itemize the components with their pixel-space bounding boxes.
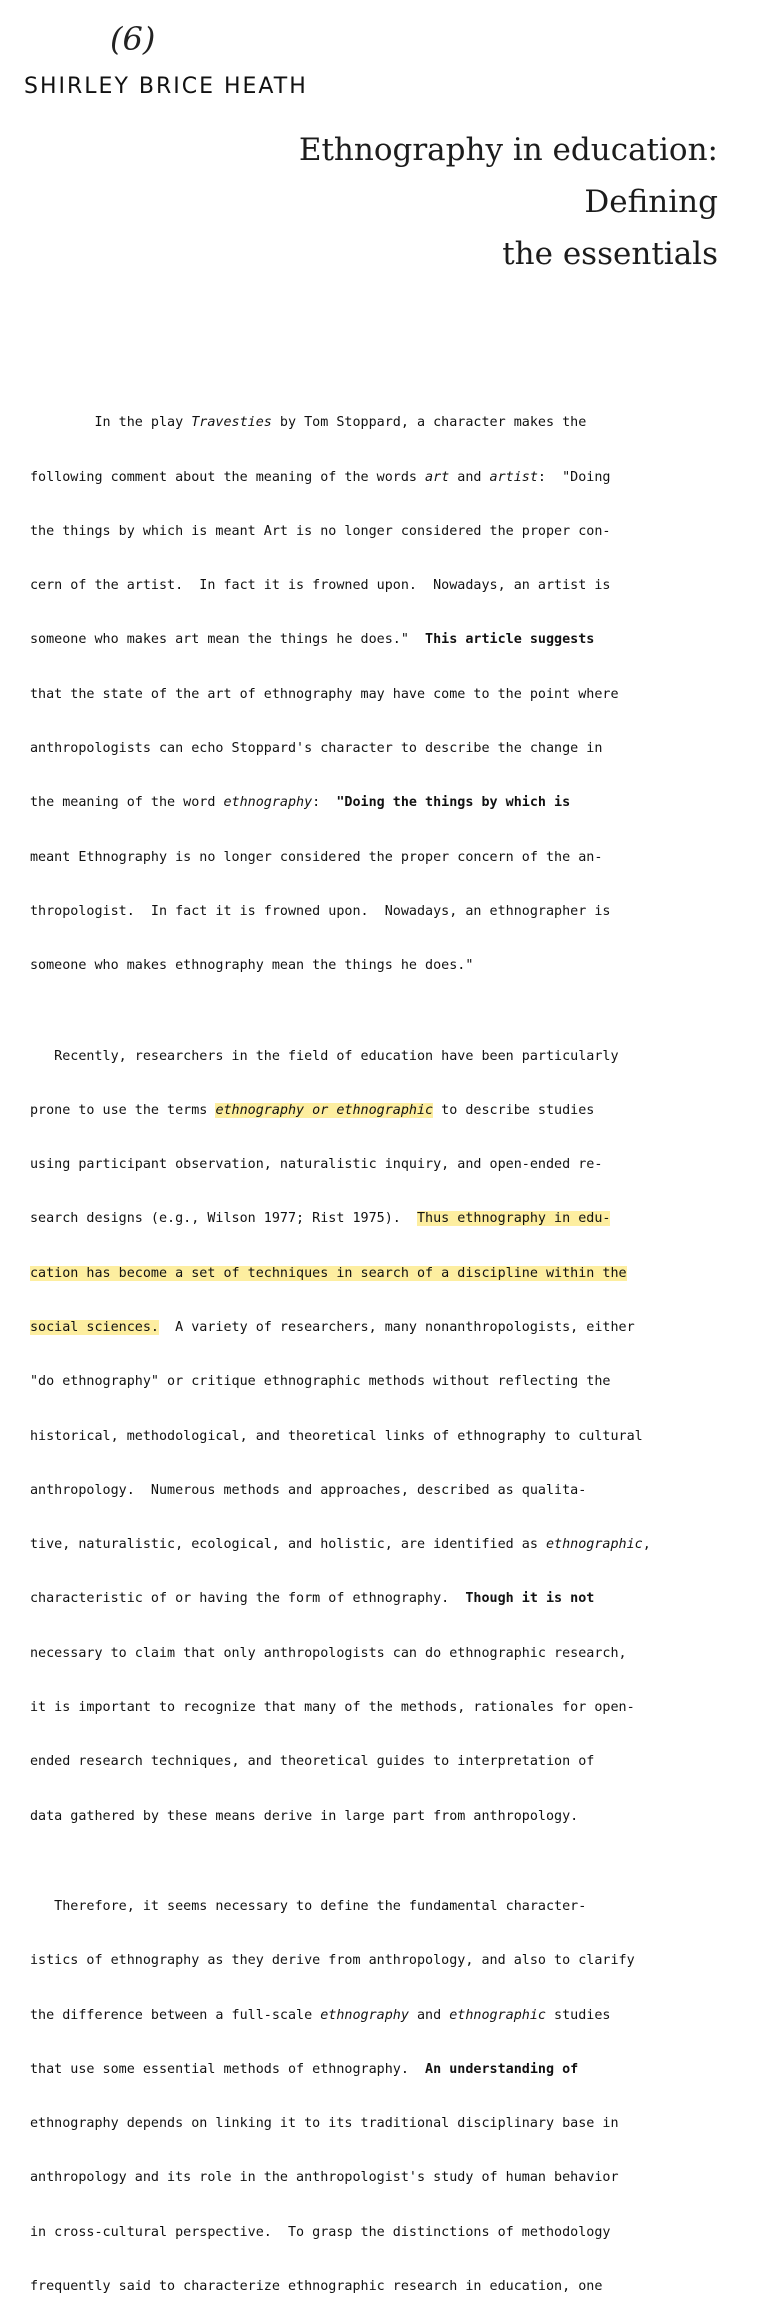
- text-line: Recently, researchers in the field of education have been particularly: [30, 1048, 619, 1064]
- text-line: tive, naturalistic, ecological, and holistic, are identified as ethnographic,: [30, 1537, 651, 1553]
- article-title: [299, 124, 718, 280]
- highlighted-text: cation has become a set of techniques in search of a discipline within the: [30, 1265, 627, 1281]
- text-line: [30, 1265, 720, 1283]
- text-line: anthropologists can echo Stoppard's character to describe the change in: [30, 740, 603, 756]
- text-line: meant Ethnography is no longer considered the proper concern of the an-: [30, 849, 603, 865]
- text-line: Therefore, it seems necessary to define the fundamental character-: [30, 1898, 587, 1914]
- highlighted-text: ethnography or ethnographic: [215, 1102, 434, 1118]
- text-line: using participant observation, naturalistic inquiry, and open-ended re-: [30, 1157, 603, 1173]
- highlighted-text: social sciences.: [30, 1319, 159, 1335]
- text-line: following comment about the meaning of the words art and artist: "Doing: [30, 469, 611, 485]
- title-line-1: Ethnography in education:: [298, 132, 718, 168]
- text-line: anthropology. Numerous methods and approaches, described as qualita-: [30, 1482, 587, 1498]
- text-line: that the state of the art of ethnography may have come to the point where: [30, 686, 619, 702]
- text-line: the meaning of the word ethnography: "Doing the things by which is: [30, 795, 571, 811]
- article-body: [30, 360, 720, 2314]
- text-line: prone to use the terms ethnography or ethnographic to describe studies: [30, 1102, 595, 1118]
- handwritten-page-number: (6): [110, 20, 156, 58]
- text-line: it is important to recognize that many of the methods, rationales for open-: [30, 1699, 635, 1715]
- text-line: someone who makes art mean the things he does." This article suggests: [30, 632, 595, 648]
- text-line: data gathered by these means derive in large part from anthropology.: [30, 1808, 579, 1824]
- text-line: In the play Travesties by Tom Stoppard, a character makes the: [30, 415, 587, 431]
- highlighted-text: Thus ethnography in edu-: [416, 1211, 611, 1227]
- text-line: necessary to claim that only anthropologists can do ethnographic research,: [30, 1645, 627, 1661]
- text-line: istics of ethnography as they derive from anthropology, and also to clarify: [30, 1953, 635, 1969]
- text-line: the difference between a full-scale ethnography and ethnographic studies: [30, 2007, 611, 2023]
- text-line: characteristic of or having the form of ethnography. Though it is not: [30, 1591, 595, 1607]
- title-line-3: the essentials: [502, 236, 718, 272]
- text-line: that use some essential methods of ethnography. An understanding of: [30, 2061, 579, 2077]
- text-line: cern of the artist. In fact it is frowned upon. Nowadays, an artist is: [30, 578, 611, 594]
- text-line: "do ethnography" or critique ethnographic methods without reflecting the: [30, 1374, 611, 1390]
- text-line: thropologist. In fact it is frowned upon. Nowadays, an ethnographer is: [30, 903, 611, 919]
- author-name: SHIRLEY BRICE HEATH: [24, 74, 308, 99]
- text-line: frequently said to characterize ethnographic research in education, one: [30, 2278, 603, 2294]
- text-line: ethnography depends on linking it to its traditional disciplinary base in: [30, 2116, 619, 2132]
- text-line: in cross-cultural perspective. To grasp the distinctions of methodology: [30, 2224, 611, 2240]
- text-line: ended research techniques, and theoretical guides to interpretation of: [30, 1754, 595, 1770]
- text-line: historical, methodological, and theoretical links of ethnography to cultural: [30, 1428, 643, 1444]
- text-line: anthropology and its role in the anthropologist's study of human behavior: [30, 2170, 619, 2186]
- title-line-2: Defining: [584, 184, 718, 220]
- text-line: social sciences. A variety of researchers, many nonanthropologists, either: [30, 1319, 635, 1335]
- text-line: search designs (e.g., Wilson 1977; Rist 1975). Thus ethnography in edu-: [30, 1211, 611, 1227]
- text-line: the things by which is meant Art is no longer considered the proper con-: [30, 523, 611, 539]
- text-line: someone who makes ethnography mean the things he does.": [30, 958, 474, 974]
